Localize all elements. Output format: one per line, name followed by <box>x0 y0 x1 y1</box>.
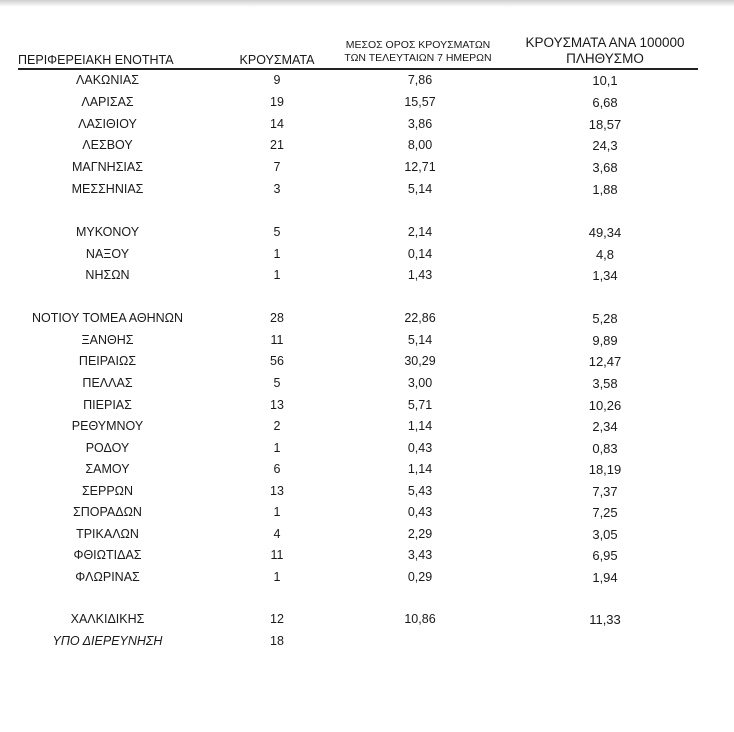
avg-cell: 7,86 <box>407 73 433 87</box>
table-row <box>0 505 734 523</box>
header-cases-label: ΚΡΟΥΣΜΑΤΑ <box>239 53 315 67</box>
cases-cell: 56 <box>270 354 284 368</box>
header-per-100k <box>505 35 705 67</box>
header-region-label: ΠΕΡΙΦΕΡΕΙΑΚΗ ΕΝΟΤΗΤΑ <box>18 53 174 67</box>
per100k-cell: 1,34 <box>592 268 618 283</box>
cases-cell: 21 <box>270 138 284 152</box>
avg-cell: 3,00 <box>407 376 433 390</box>
cases-cell: 11 <box>270 548 284 562</box>
region-cell: ΜΕΣΣΗΝΙΑΣ <box>71 182 144 196</box>
region-cell: ΞΑΝΘΗΣ <box>81 333 134 347</box>
table-row <box>0 419 734 437</box>
per100k-cell: 1,94 <box>592 570 618 585</box>
per100k-cell: 6,68 <box>592 95 618 110</box>
table-row <box>0 182 734 200</box>
avg-cell: 10,86 <box>404 612 436 626</box>
region-cell: ΛΑΚΩΝΙΑΣ <box>76 73 139 87</box>
table-row <box>0 441 734 459</box>
cases-cell: 6 <box>273 462 281 476</box>
region-cell: ΣΕΡΡΩΝ <box>81 484 134 498</box>
per100k-cell: 12,47 <box>588 354 622 369</box>
region-cell: ΦΛΩΡΙΝΑΣ <box>75 570 140 584</box>
region-cell: ΡΟΔΟΥ <box>85 441 130 455</box>
table-row <box>0 570 734 588</box>
per100k-cell: 3,05 <box>592 527 618 542</box>
table-row <box>0 225 734 243</box>
avg-cell: 5,14 <box>407 182 433 196</box>
per100k-cell: 10,26 <box>588 398 622 413</box>
cases-cell: 2 <box>273 419 281 433</box>
per100k-cell: 1,88 <box>592 182 618 197</box>
region-cell: ΝΗΣΩΝ <box>85 268 130 282</box>
cases-cell: 1 <box>273 570 281 584</box>
cases-cell: 19 <box>270 95 284 109</box>
per100k-cell: 6,95 <box>592 548 618 563</box>
table-row <box>0 376 734 394</box>
region-cell: ΡΕΘΥΜΝΟΥ <box>71 419 144 433</box>
table-row <box>0 73 734 91</box>
region-cell: ΥΠΟ ΔΙΕΡΕΥΝΗΣΗ <box>52 634 163 648</box>
region-cell: ΛΑΡΙΣΑΣ <box>81 95 134 109</box>
avg-cell: 22,86 <box>404 311 436 325</box>
cases-cell: 4 <box>273 527 281 541</box>
cases-cell: 1 <box>273 441 281 455</box>
table-row <box>0 311 734 329</box>
cases-cell: 3 <box>273 182 281 196</box>
per100k-cell: 49,34 <box>588 225 622 240</box>
region-cell: ΠΙΕΡΙΑΣ <box>83 398 132 412</box>
per100k-cell: 5,28 <box>592 311 618 326</box>
cases-cell: 13 <box>270 398 284 412</box>
cases-cell: 18 <box>270 634 284 648</box>
cases-cell: 1 <box>273 247 281 261</box>
avg-cell: 5,14 <box>407 333 433 347</box>
per100k-cell: 2,34 <box>592 419 618 434</box>
table-row <box>0 398 734 416</box>
cases-cell: 5 <box>273 376 281 390</box>
table-row <box>0 354 734 372</box>
table-row <box>0 160 734 178</box>
region-cell: ΣΠΟΡΑΔΩΝ <box>73 505 142 519</box>
avg-cell: 1,43 <box>407 268 433 282</box>
per100k-cell: 0,83 <box>592 441 618 456</box>
per100k-cell: 7,25 <box>592 505 618 520</box>
avg-cell: 2,29 <box>407 527 433 541</box>
table-row <box>0 117 734 135</box>
avg-cell: 5,43 <box>407 484 433 498</box>
header-avg-line1: ΜΕΣΟΣ ΟΡΟΣ ΚΡΟΥΣΜΑΤΩΝ <box>345 39 491 51</box>
table-row <box>0 268 734 286</box>
region-cell: ΧΑΛΚΙΔΙΚΗΣ <box>70 612 145 626</box>
table-row <box>0 333 734 351</box>
region-cell: ΜΥΚΟΝΟΥ <box>75 225 140 239</box>
avg-cell: 0,43 <box>407 441 433 455</box>
region-cell: ΜΑΓΝΗΣΙΑΣ <box>72 160 143 174</box>
avg-cell: 3,86 <box>407 117 433 131</box>
header-region <box>18 53 188 67</box>
per100k-cell: 11,33 <box>589 612 621 627</box>
avg-cell: 0,43 <box>407 505 433 519</box>
table-row <box>0 95 734 113</box>
per100k-cell: 10,1 <box>592 73 618 88</box>
table-row <box>0 247 734 265</box>
avg-cell: 0,14 <box>407 247 433 261</box>
avg-cell: 5,71 <box>407 398 433 412</box>
per100k-cell: 24,3 <box>592 138 618 153</box>
avg-cell: 12,71 <box>404 160 436 174</box>
cases-cell: 7 <box>273 160 281 174</box>
table-row <box>0 527 734 545</box>
region-cell: ΝΟΤΙΟΥ ΤΟΜΕΑ ΑΘΗΝΩΝ <box>31 311 184 325</box>
avg-cell: 3,43 <box>407 548 433 562</box>
avg-cell: 2,14 <box>407 225 433 239</box>
cases-cell: 9 <box>273 73 281 87</box>
table-row <box>0 548 734 566</box>
header-7day-average <box>328 39 508 65</box>
cases-cell: 28 <box>270 311 284 325</box>
region-cell: ΦΘΙΩΤΙΔΑΣ <box>73 548 142 562</box>
table-row <box>0 484 734 502</box>
avg-cell: 1,14 <box>407 462 433 476</box>
header-per100k-line1: ΚΡΟΥΣΜΑΤΑ ΑΝΑ 100000 <box>525 35 685 50</box>
header-avg-line2: ΤΩΝ ΤΕΛΕΥΤΑΙΩΝ 7 ΗΜΕΡΩΝ <box>344 52 492 64</box>
region-cell: ΠΕΙΡΑΙΩΣ <box>78 354 137 368</box>
table-row <box>0 138 734 156</box>
per100k-cell: 7,37 <box>592 484 618 499</box>
table-row-under-investigation <box>0 634 734 652</box>
cases-cell: 12 <box>270 612 284 626</box>
table-row <box>0 462 734 480</box>
region-cell: ΠΕΛΛΑΣ <box>82 376 133 390</box>
cases-cell: 14 <box>270 117 284 131</box>
cases-cell: 5 <box>273 225 281 239</box>
per100k-cell: 9,89 <box>592 333 618 348</box>
table-row <box>0 612 734 630</box>
region-cell: ΤΡΙΚΑΛΩΝ <box>76 527 139 541</box>
avg-cell: 8,00 <box>407 138 433 152</box>
region-cell: ΛΑΣΙΘΙΟΥ <box>78 117 137 131</box>
region-cell: ΝΑΞΟΥ <box>85 247 130 261</box>
cases-cell: 11 <box>270 333 284 347</box>
cases-cell: 1 <box>273 268 281 282</box>
per100k-cell: 4,8 <box>595 247 615 262</box>
header-divider <box>18 68 698 70</box>
per100k-cell: 3,58 <box>592 376 618 391</box>
header-per100k-line2: ΠΛΗΘΥΣΜΟ <box>566 51 644 66</box>
avg-cell: 1,14 <box>407 419 433 433</box>
header-cases <box>232 53 322 67</box>
region-cell: ΛΕΣΒΟΥ <box>82 138 133 152</box>
avg-cell: 0,29 <box>407 570 433 584</box>
avg-cell: 30,29 <box>404 354 436 368</box>
avg-cell: 15,57 <box>404 95 436 109</box>
cases-cell: 1 <box>273 505 281 519</box>
per100k-cell: 18,57 <box>588 117 622 132</box>
cases-cell: 13 <box>270 484 284 498</box>
region-cell: ΣΑΜΟΥ <box>85 462 130 476</box>
per100k-cell: 3,68 <box>592 160 618 175</box>
per100k-cell: 18,19 <box>588 462 622 477</box>
